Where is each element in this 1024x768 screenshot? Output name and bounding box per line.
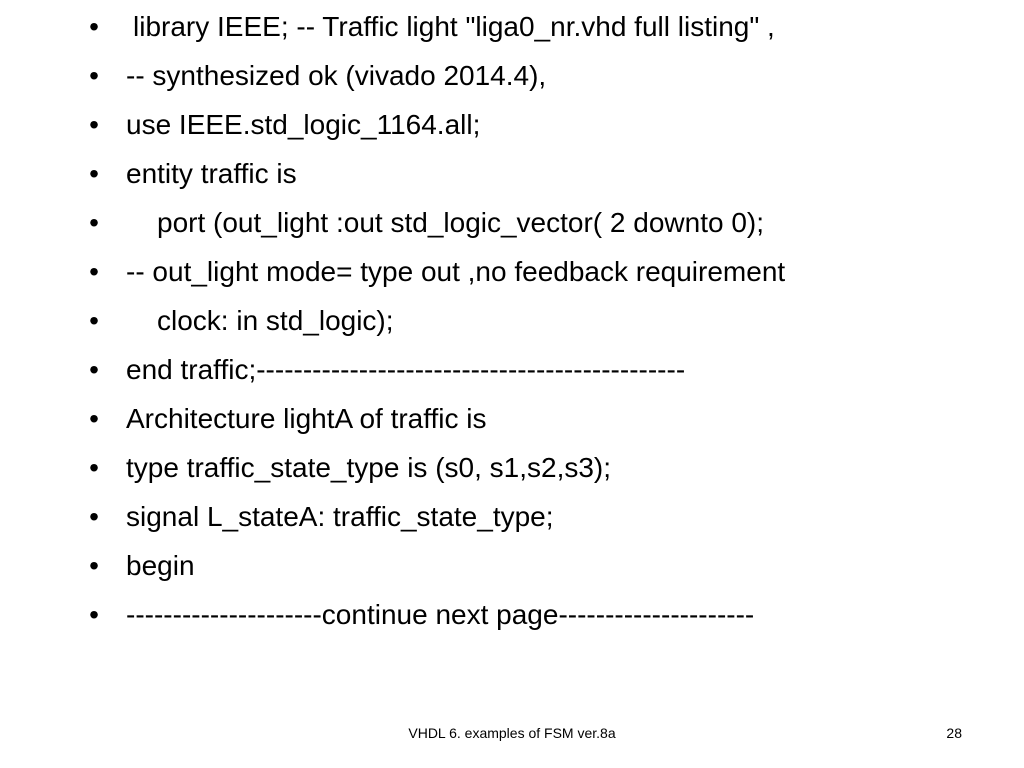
bullet-dot: • xyxy=(89,207,99,238)
bullet-item xyxy=(0,350,1000,390)
bullet-dot: • xyxy=(89,354,99,385)
bullet-item xyxy=(0,252,1000,292)
bullet-item xyxy=(0,595,1000,635)
bullet-dot: • xyxy=(89,550,99,581)
bullet-item xyxy=(0,105,1000,145)
bullet-dot: • xyxy=(89,109,99,140)
bullet-item xyxy=(0,154,1000,194)
code-line: entity traffic is xyxy=(126,158,297,189)
code-line: library IEEE; -- Traffic light "liga0_nr.vhd full listing" , xyxy=(133,11,775,42)
bullet-dot: • xyxy=(89,60,99,91)
bullet-dot: • xyxy=(89,11,99,42)
bullet-item xyxy=(0,56,1000,96)
slide-number: 28 xyxy=(946,725,962,741)
code-line: clock: in std_logic); xyxy=(157,305,394,336)
code-line: type traffic_state_type is (s0, s1,s2,s3); xyxy=(126,452,612,483)
bullet-dot: • xyxy=(89,158,99,189)
footer-title: VHDL 6. examples of FSM ver.8a xyxy=(408,725,616,741)
code-line: use IEEE.std_logic_1164.all; xyxy=(126,109,481,140)
bullet-item xyxy=(0,301,1000,341)
bullet-dot: • xyxy=(89,599,99,630)
code-line: begin xyxy=(126,550,195,581)
bullet-item xyxy=(0,546,1000,586)
code-line: end traffic;---------------------------------------------- xyxy=(126,354,686,385)
bullet-dot: • xyxy=(89,256,99,287)
bullet-item xyxy=(0,203,1000,243)
bullet-dot: • xyxy=(89,501,99,532)
bullet-item xyxy=(0,497,1000,537)
code-line: port (out_light :out std_logic_vector( 2 downto 0); xyxy=(157,207,765,238)
bullet-item xyxy=(0,7,1000,47)
code-line: Architecture lightA of traffic is xyxy=(126,403,487,434)
code-line: -- synthesized ok (vivado 2014.4), xyxy=(126,60,547,91)
code-line: -- out_light mode= type out ,no feedback requirement xyxy=(126,256,786,287)
bullet-item xyxy=(0,448,1000,488)
bullet-dot: • xyxy=(89,305,99,336)
bullet-dot: • xyxy=(89,452,99,483)
bullet-dot: • xyxy=(89,403,99,434)
code-line: signal L_stateA: traffic_state_type; xyxy=(126,501,554,532)
bullet-item xyxy=(0,399,1000,439)
code-line: ---------------------continue next page--------------------- xyxy=(126,599,755,630)
